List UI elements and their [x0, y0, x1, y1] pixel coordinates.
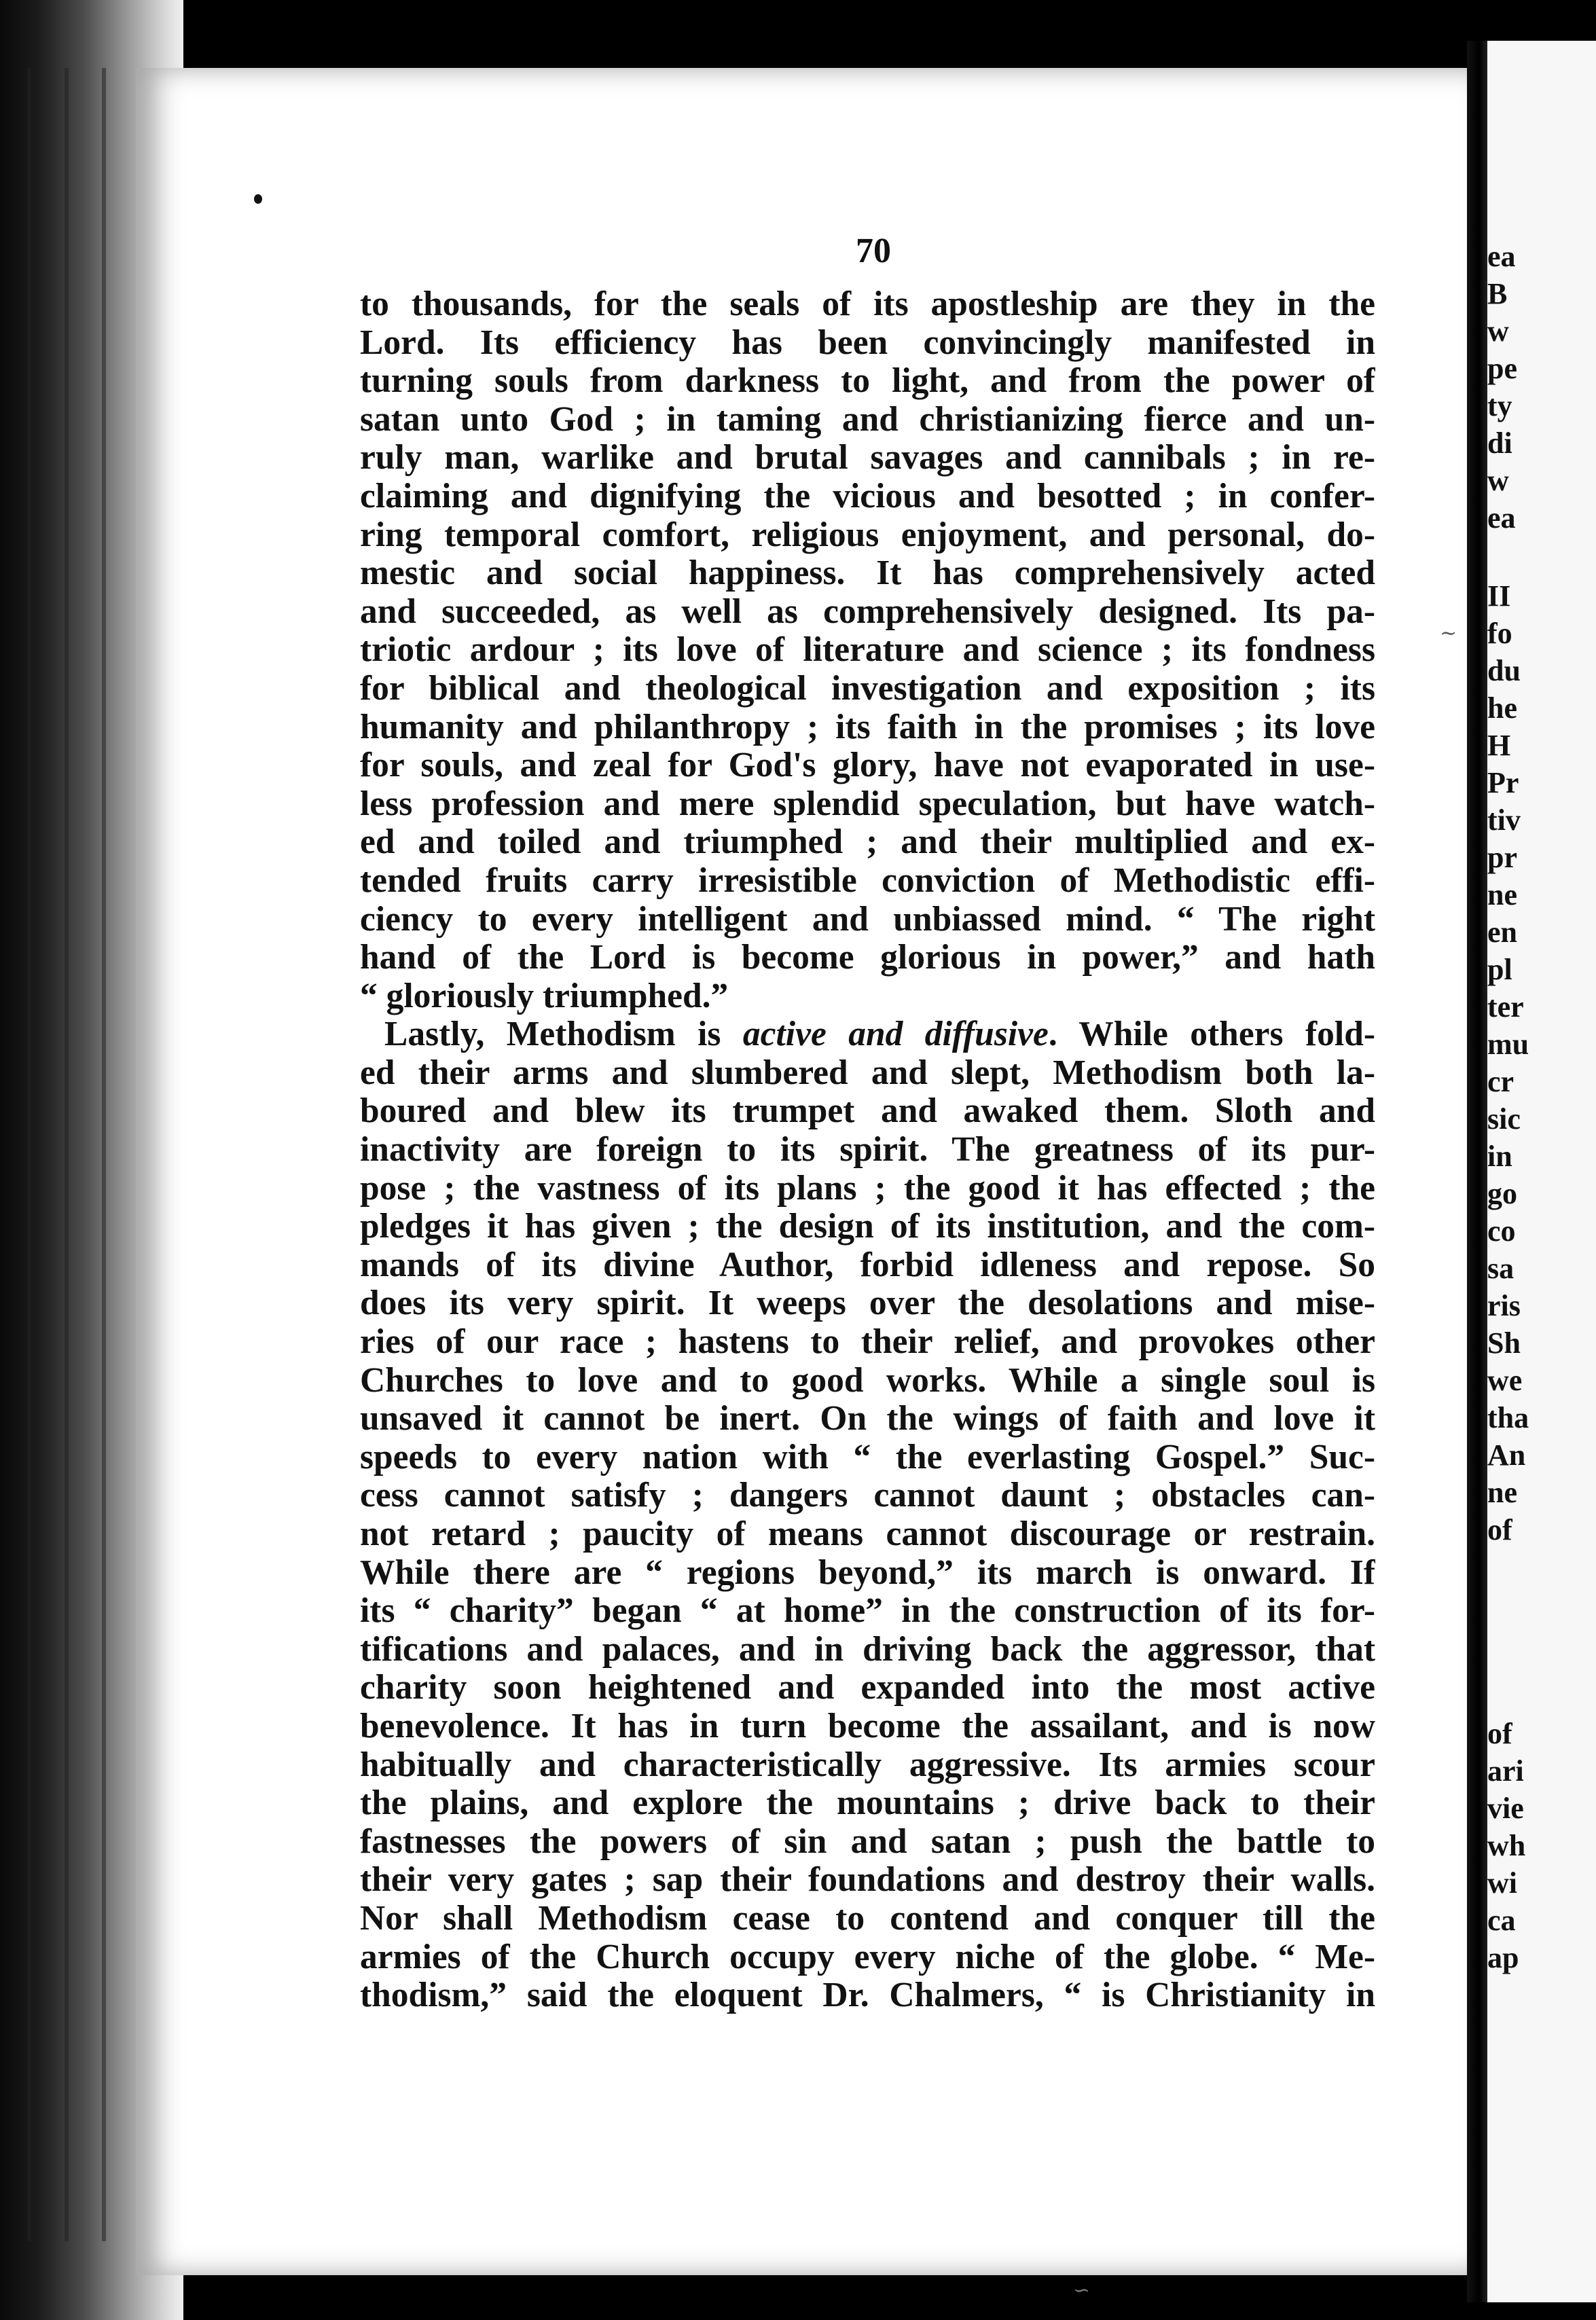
facing-page-fragment: sic — [1487, 1102, 1521, 1136]
margin-mark: ∼ — [1440, 622, 1457, 645]
text-line: hand of the Lord is become glorious in power,” and hath — [360, 939, 1375, 977]
facing-page-fragment: we — [1487, 1364, 1523, 1397]
text-line: mestic and social happiness. It has comprehensively acted — [360, 554, 1375, 593]
text-line: ruly man, warlike and brutal savages and cannibals ; in re- — [360, 439, 1375, 477]
binding-streak — [27, 68, 31, 2241]
text-line: humanity and philanthropy ; its faith in the promises ; its love — [360, 708, 1375, 746]
text-line: speeds to every nation with “ the everlasting Gospel.” Suc- — [360, 1438, 1375, 1476]
text-line: “ gloriously triumphed.” — [360, 977, 729, 1015]
text-line: ciency to every intelligent and unbiassed mind. “ The right — [360, 900, 1375, 939]
text-line: to thousands, for the seals of its apostleship are they in the — [360, 285, 1375, 323]
facing-page-fragment: fo — [1487, 617, 1512, 650]
facing-page-fragment: tiv — [1487, 803, 1521, 837]
text-line: tended fruits carry irresistible conviction of Methodistic effi- — [360, 861, 1375, 900]
text-line: and succeeded, as well as comprehensively designed. Its pa- — [360, 592, 1375, 631]
text-line: ed and toiled and triumphed ; and their multiplied and ex- — [360, 823, 1375, 862]
facing-page-fragment: di — [1487, 427, 1512, 460]
facing-page-fragment: ea — [1487, 501, 1516, 534]
facing-page-fragment: pe — [1487, 352, 1517, 385]
emphasis: active and diffusive — [742, 1015, 1049, 1054]
facing-page-fragment: in — [1487, 1140, 1512, 1173]
text-line: ring temporal comfort, religious enjoyment, and personal, do- — [360, 515, 1375, 554]
text-line: cess cannot satisfy ; dangers cannot daunt ; obstacles can- — [360, 1476, 1375, 1515]
facing-page-fragment: ap — [1487, 1941, 1519, 1974]
facing-page-fragment: he — [1487, 691, 1517, 725]
text-line: thodism,” said the eloquent Dr. Chalmers, “ is Christianity in — [360, 1976, 1375, 2015]
text-line: benevolence. It has in turn become the assailant, and is now — [360, 1707, 1375, 1745]
text-line: not retard ; paucity of means cannot discourage or restrain. — [360, 1515, 1375, 1553]
text-line: inactivity are foreign to its spirit. The greatness of its pur- — [360, 1131, 1375, 1170]
text-line: their very gates ; sap their foundations and destroy their walls. — [360, 1861, 1375, 1900]
facing-page-fragment: vie — [1487, 1792, 1524, 1825]
facing-page-fragment: B — [1487, 277, 1508, 310]
text-line: charity soon heightened and expanded into the most active — [360, 1669, 1375, 1707]
facing-page-fragment: co — [1487, 1214, 1516, 1248]
text-line: unsaved it cannot be inert. On the wings of faith and love it — [360, 1400, 1375, 1438]
facing-page-fragment: ris — [1487, 1289, 1521, 1322]
text-line: satan unto God ; in taming and christianizing fierce and un- — [360, 400, 1375, 439]
text-line: Lastly, Methodism is active and diffusive. While others fold- — [384, 1015, 1375, 1054]
text-line: the plains, and explore the mountains ; drive back to their — [360, 1784, 1375, 1823]
facing-page-fragment: ca — [1487, 1904, 1516, 1937]
facing-page-fragment: wh — [1487, 1829, 1526, 1862]
facing-page-fragment: Sh — [1487, 1326, 1521, 1360]
facing-page-fragment: du — [1487, 654, 1521, 687]
facing-page-fragment: w — [1487, 464, 1509, 497]
facing-page-fragment: cr — [1487, 1065, 1515, 1098]
binding-streak — [102, 68, 106, 2241]
text-line: triotic ardour ; its love of literature and science ; its fondness — [360, 631, 1375, 670]
text-line: habitually and characteristically aggressive. Its armies scour — [360, 1745, 1375, 1784]
text-line: Churches to love and to good works. While a single soul is — [360, 1361, 1375, 1400]
text-line: turning souls from darkness to light, and from the power of — [360, 362, 1375, 401]
facing-page-fragment: of — [1487, 1717, 1512, 1750]
facing-page-fragment: pr — [1487, 841, 1517, 874]
facing-page-fragment: H — [1487, 729, 1511, 762]
binding-streak — [65, 68, 69, 2241]
facing-page-fragment: ea — [1487, 240, 1516, 273]
facing-page-fragment: sa — [1487, 1252, 1515, 1285]
text-line: boured and blew its trumpet and awaked them. Sloth and — [360, 1092, 1375, 1131]
text-line: armies of the Church occupy every niche of the globe. “ Me- — [360, 1938, 1375, 1976]
text-line: ed their arms and slumbered and slept, Methodism both la- — [360, 1053, 1375, 1092]
text-line: for biblical and theological investigation and exposition ; its — [360, 669, 1375, 708]
text-line: for souls, and zeal for God's glory, have not evaporated in use- — [360, 746, 1375, 785]
text-line: While there are “ regions beyond,” its march is onward. If — [360, 1553, 1375, 1592]
ink-dot — [254, 194, 262, 204]
facing-page-fragment: wi — [1487, 1866, 1517, 1900]
facing-page-fragment: pl — [1487, 953, 1512, 986]
text-line: mands of its divine Author, forbid idleness and repose. So — [360, 1246, 1375, 1284]
text-line: does its very spirit. It weeps over the desolations and mise- — [360, 1284, 1375, 1323]
text-line: claiming and dignifying the vicious and besotted ; in confer- — [360, 477, 1375, 515]
text-line: ries of our race ; hastens to their relief, and provokes other — [360, 1323, 1375, 1362]
facing-page-fragment: mu — [1487, 1028, 1529, 1061]
facing-page-fragment: w — [1487, 314, 1509, 348]
facing-page-fragment: An — [1487, 1438, 1526, 1472]
text-line: fastnesses the powers of sin and satan ; push the battle to — [360, 1822, 1375, 1861]
facing-page-fragment: ter — [1487, 990, 1524, 1023]
facing-page-fragment: go — [1487, 1177, 1517, 1210]
facing-page-fragment: ne — [1487, 1476, 1517, 1509]
facing-page-fragment: tha — [1487, 1401, 1529, 1434]
bottom-scribble: ∽ — [1073, 2279, 1091, 2302]
facing-page-fragment: ty — [1487, 389, 1512, 422]
facing-page — [1487, 41, 1596, 2302]
text-line: tifications and palaces, and in driving back the aggressor, that — [360, 1630, 1375, 1669]
page-number: 70 — [856, 232, 891, 270]
facing-page-fragment: ne — [1487, 878, 1517, 911]
body-text — [360, 285, 1375, 2119]
facing-page-fragment: en — [1487, 916, 1517, 949]
facing-page-fragment: II — [1487, 579, 1511, 613]
text-line: pose ; the vastness of its plans ; the good it has effected ; the — [360, 1169, 1375, 1208]
text-line: Lord. Its efficiency has been convincingly manifested in — [360, 323, 1375, 362]
facing-page-fragment: of — [1487, 1513, 1512, 1546]
text-line: Nor shall Methodism cease to contend and conquer till the — [360, 1899, 1375, 1938]
text-line: pledges it has given ; the design of its institution, and the com- — [360, 1208, 1375, 1246]
text-line: less profession and mere splendid speculation, but have watch- — [360, 784, 1375, 823]
facing-page-fragment: Pr — [1487, 766, 1519, 799]
page-fold — [1467, 41, 1487, 2302]
text-line: its “ charity” began “ at home” in the construction of its for- — [360, 1592, 1375, 1631]
facing-page-fragment: ari — [1487, 1754, 1524, 1788]
